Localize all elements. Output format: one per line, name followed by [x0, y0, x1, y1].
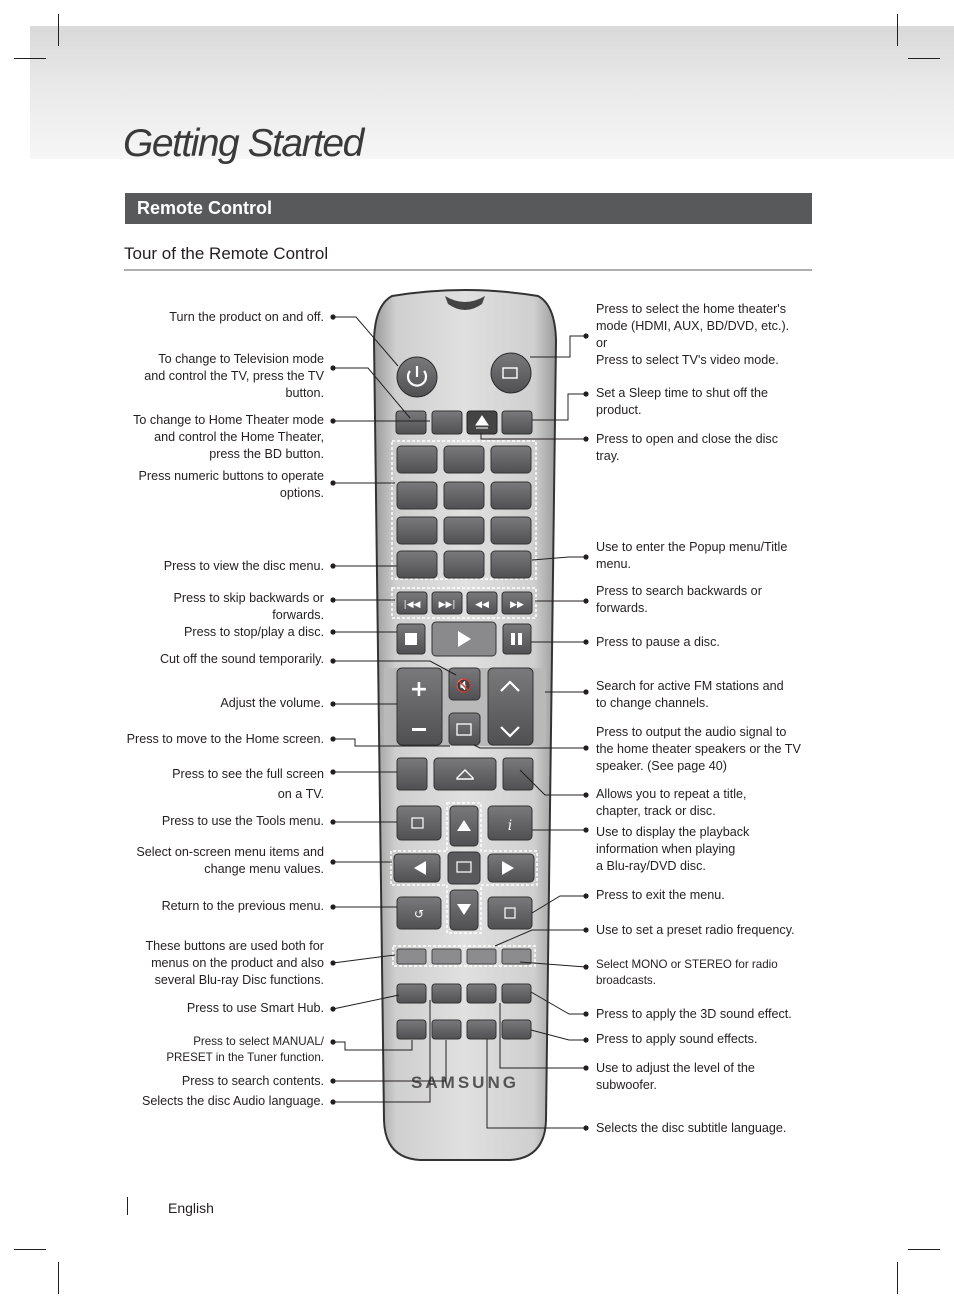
leader-dot [330, 365, 335, 370]
footer-language: English [168, 1200, 214, 1216]
full-screen-button [397, 758, 427, 790]
subsection-title: Tour of the Remote Control [124, 244, 329, 263]
color-button-d [502, 949, 531, 964]
pause-icon [518, 633, 522, 645]
annotation-home: Press to move to the Home screen. [126, 732, 324, 746]
leader-dot [330, 418, 335, 423]
bd-button [432, 411, 462, 434]
leader-dot [583, 827, 588, 832]
channel-rocker [488, 668, 533, 745]
leader-dot [330, 314, 335, 319]
leader-dot [330, 597, 335, 602]
annotation-return: Return to the previous menu. [161, 899, 324, 913]
brand-logo: SAMSUNG [411, 1073, 519, 1092]
preset-button [397, 1020, 426, 1039]
speaker-output-button [449, 713, 480, 745]
leader-dot [330, 563, 335, 568]
leader-dot [330, 1078, 335, 1083]
exit-button [488, 897, 532, 929]
leader-dot [330, 1039, 335, 1044]
leader-dot [583, 745, 588, 750]
leader-dot [330, 960, 335, 965]
annotation-source: Press to select the home theater's mode (HDMI, AUX, BD/DVD, etc.). or Press to select TV's video mode. [596, 302, 790, 367]
source-button [491, 353, 531, 393]
leader-dot [330, 658, 335, 663]
annotation-search: Press to search contents. [181, 1074, 324, 1088]
annotation-search-scan: Press to search backwards or forwards. [596, 584, 762, 615]
annotation-info: Use to display the playback information when playing a Blu-ray/DVD disc. [596, 825, 750, 873]
annotation-disc-menu: Press to view the disc menu. [163, 559, 324, 573]
annotation-tools: Press to use the Tools menu. [161, 814, 324, 828]
annotation-sleep: Set a Sleep time to shut off the product. [596, 386, 768, 417]
annotation-tuning: Search for active FM stations and to change channels. [596, 679, 784, 710]
leader-dot [583, 554, 588, 559]
leader-dot [583, 1011, 588, 1016]
leader-dot [330, 1006, 335, 1011]
leader-dot [583, 689, 588, 694]
annotation-preset: Use to set a preset radio frequency. [596, 923, 795, 937]
leader-dot [330, 819, 335, 824]
volume-up-icon: + [409, 677, 429, 702]
audio-button [432, 1020, 461, 1039]
page-title: Getting Started [123, 122, 363, 165]
annotation-full-screen: Press to see the full screen on a TV. [172, 767, 324, 801]
annotation-exit: Press to exit the menu. [596, 888, 725, 902]
leader-dot [330, 769, 335, 774]
color-button-c [467, 949, 496, 964]
skip-back-icon: |◀◀ [403, 600, 421, 610]
leader-dot [330, 629, 335, 634]
sleep-button [502, 411, 532, 434]
section-title: Remote Control [137, 198, 272, 218]
leader-dot [583, 598, 588, 603]
annotation-smart-hub: Press to use Smart Hub. [186, 1001, 324, 1015]
annotation-subtitle: Selects the disc subtitle language. [596, 1121, 787, 1135]
leader-dot [583, 639, 588, 644]
stop-icon [405, 633, 417, 645]
fast-forward-icon: ▶▶ [510, 600, 524, 610]
annotation-bd-button: To change to Home Theater mode and control the Home Theater, press the BD button. [133, 413, 324, 461]
smart-hub-button [397, 984, 426, 1003]
annotation-tuner-memory: Press to select MANUAL/ PRESET in the Tuner function. [166, 1035, 324, 1064]
tv-button [396, 411, 426, 434]
info-icon: i [507, 818, 513, 834]
search-button [432, 984, 461, 1003]
pause-button [503, 624, 531, 654]
repeat-button [503, 758, 533, 790]
skip-forward-icon: ▶▶| [438, 600, 456, 610]
return-icon: ↺ [413, 907, 425, 921]
annotation-speaker-output: Press to output the audio signal to the home theater speakers or the TV speaker. (See page 40) [596, 725, 801, 773]
sound-effect-button [502, 1020, 531, 1039]
footer-rule [127, 1197, 128, 1215]
annotation-popup-menu: Use to enter the Popup menu/Title menu. [596, 540, 788, 571]
subtitle-button [467, 1020, 496, 1039]
leader-dot [583, 391, 588, 396]
annotation-stop-play: Press to stop/play a disc. [184, 625, 324, 639]
rewind-icon: ◀◀ [475, 600, 489, 610]
leader-dot [330, 480, 335, 485]
mute-icon: 🔇 [455, 679, 473, 694]
annotation-skip: Press to skip backwards or forwards. [173, 591, 324, 622]
leader-dot [330, 1099, 335, 1104]
annotation-pause: Press to pause a disc. [596, 635, 720, 649]
leader-dot [583, 792, 588, 797]
annotation-volume: Adjust the volume. [220, 696, 324, 710]
annotation-eject: Press to open and close the disc tray. [596, 432, 779, 463]
enter-button [448, 852, 480, 884]
leader-dot [330, 904, 335, 909]
annotation-mute: Cut off the sound temporarily. [159, 652, 324, 666]
annotation-numeric: Press numeric buttons to operate options. [138, 469, 324, 500]
annotation-subwoofer: Use to adjust the level of the subwoofer. [596, 1061, 755, 1092]
annotation-mono-stereo: Select MONO or STEREO for radio broadcasts. [596, 958, 778, 987]
annotation-tv-button: To change to Television mode and control the TV, press the TV button. [144, 352, 324, 400]
leader-dot [330, 701, 335, 706]
annotation-color-buttons: These buttons are used both for menus on the product and also several Blu-ray Disc functions. [145, 939, 324, 987]
annotation-sound-effect: Press to apply sound effects. [596, 1032, 758, 1046]
leader-dot [330, 736, 335, 741]
3d-sound-button [502, 984, 531, 1003]
home-button [434, 758, 496, 790]
annotation-audio: Selects the disc Audio language. [141, 1094, 324, 1108]
leader-dot [583, 436, 588, 441]
annotation-power: Turn the product on and off. [169, 310, 324, 324]
pause-icon [511, 633, 515, 645]
leader-dot [583, 964, 588, 969]
leader-dot [330, 859, 335, 864]
leader-dot [583, 1125, 588, 1130]
leader-dot [583, 333, 588, 338]
leader-dot [583, 893, 588, 898]
tools-button [397, 806, 441, 840]
leader-dot [583, 1065, 588, 1070]
annotation-3d-sound: Press to apply the 3D sound effect. [596, 1007, 792, 1021]
volume-down-icon [412, 728, 426, 731]
color-button-a [397, 949, 426, 964]
leader-dot [583, 927, 588, 932]
annotation-repeat: Allows you to repeat a title, chapter, track or disc. [596, 787, 747, 818]
leader-dot [583, 1037, 588, 1042]
annotation-navigation: Select on-screen menu items and change menu values. [136, 845, 324, 876]
color-button-b [432, 949, 461, 964]
tuner-memory-button [467, 984, 496, 1003]
